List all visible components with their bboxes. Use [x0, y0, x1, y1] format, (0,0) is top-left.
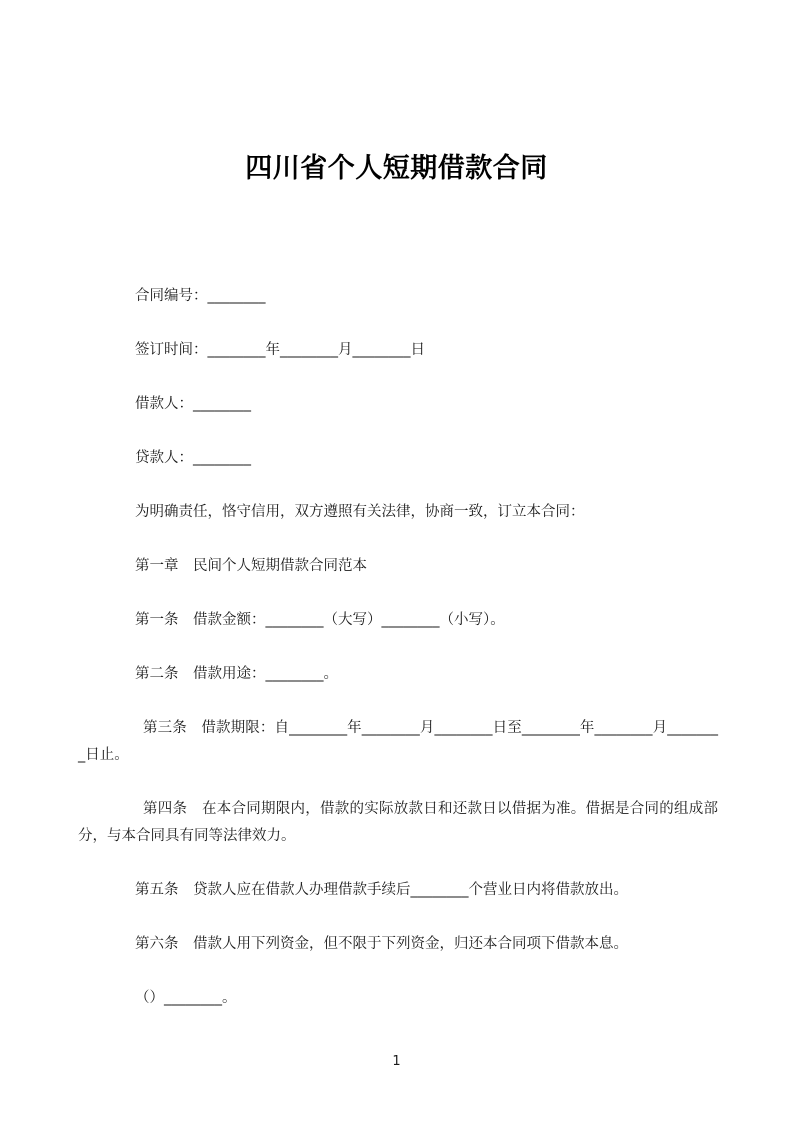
heading-chapter-one: 第一章 民间个人短期借款合同范本	[135, 558, 367, 574]
paragraph-borrower: 借款人：________	[135, 396, 251, 412]
page-number: 1	[392, 1054, 401, 1069]
paragraph-article-6: 第六条 借款人用下列资金，但不限于下列资金，归还本合同项下借款本息。	[135, 936, 628, 952]
paragraph-lender: 贷款人：________	[135, 450, 251, 466]
paragraph-article-6-item-1: （）________。	[135, 990, 237, 1006]
document-body	[78, 283, 718, 1012]
paragraph-preamble: 为明确责任，恪守信用，双方遵照有关法律，协商一致，订立本合同：	[135, 504, 585, 520]
paragraph-article-5: 第五条 贷款人应在借款人办理借款手续后________个营业日内将借款放出。	[135, 882, 628, 898]
paragraph-signing-date: 签订时间：________年________月________日	[135, 342, 425, 358]
paragraph-article-1: 第一条 借款金额：________（大写）________（小写）。	[135, 612, 505, 628]
page-title: 四川省个人短期借款合同	[245, 153, 548, 185]
paragraph-article-4: 第四条 在本合同期限内，借款的实际放款日和还款日以借据为准。借据是合同的组成部分，与本合同具有同等法律效力。	[78, 801, 718, 844]
paragraph-contract-number: 合同编号：________	[135, 288, 266, 304]
paragraph-article-2: 第二条 借款用途：________。	[135, 666, 338, 682]
paragraph-article-3: 第三条 借款期限：自________年________月________日至________年________月________日止。	[78, 720, 718, 763]
